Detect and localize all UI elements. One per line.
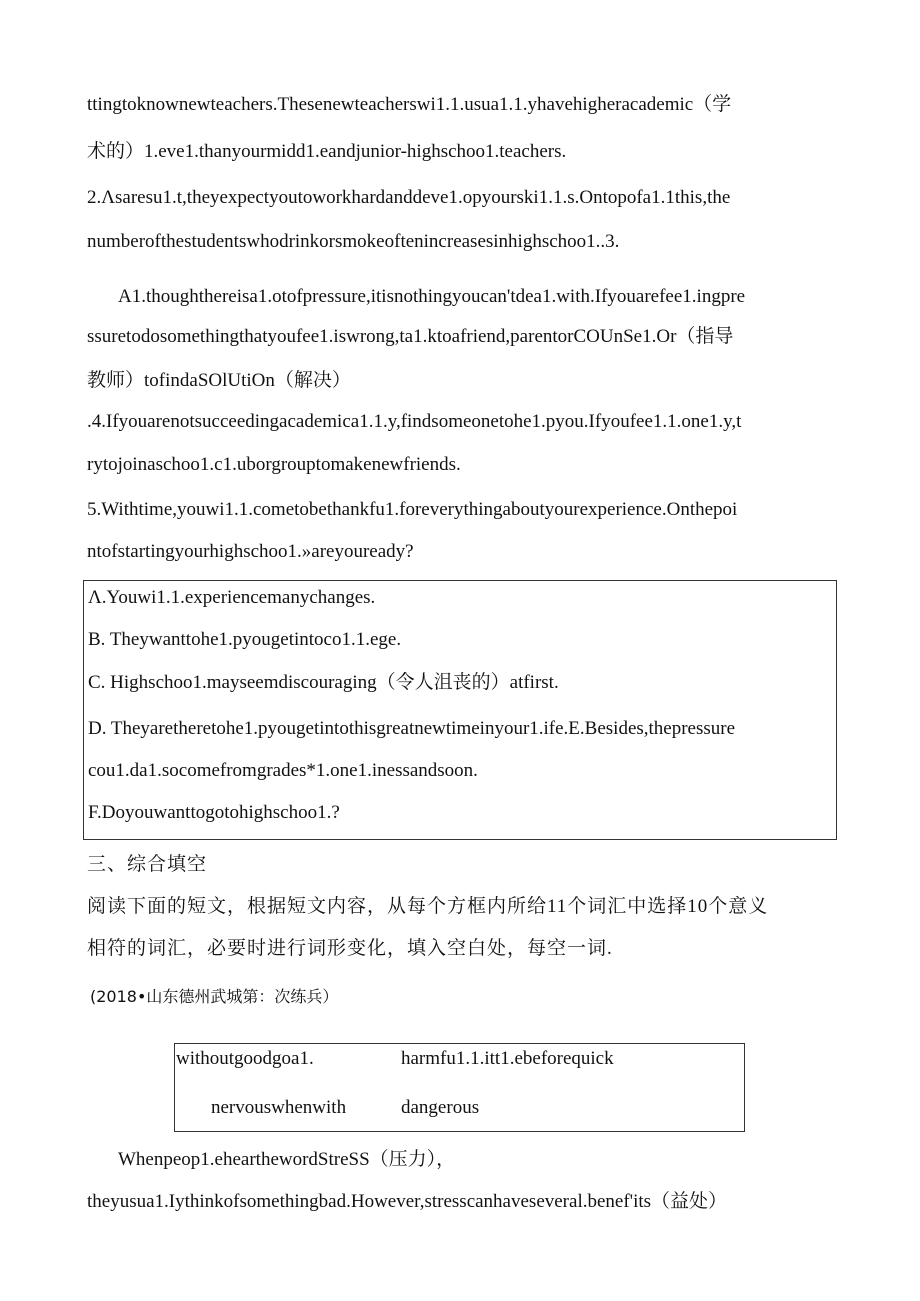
option-d: D. Theyaretheretohe1.pyougetintothisgreatnewtimeinyour1.ife.E.Besides,thepressure bbox=[88, 718, 736, 739]
instruction-line: 阅读下面的短文，根据短文内容，从每个方框内所给11个词汇中选择10个意义 bbox=[87, 896, 769, 917]
option-d-continued: cou1.da1.socomefromgrades*1.one1.inessandsoon. bbox=[88, 760, 478, 781]
option-b: B. Theywanttohe1.pyougetintoco1.1.ege. bbox=[88, 629, 402, 650]
word-item: withoutgoodgoa1. bbox=[176, 1048, 314, 1069]
source-note: (2018•山东德州武城第：次练兵） bbox=[90, 987, 339, 1006]
passage-line: rytojoinaschoo1.c1.uborgrouptomakenewfriends. bbox=[87, 454, 461, 475]
word-item: harmfu1.1.itt1.ebeforequick bbox=[401, 1048, 614, 1069]
option-f: F.Doyouwanttogotohighschoo1.? bbox=[88, 802, 340, 823]
word-box bbox=[174, 1043, 745, 1132]
instruction-line: 相符的词汇，必要时进行词形变化，填入空白处，每空一词. bbox=[87, 938, 613, 959]
passage-line: theyusua1.Iythinkofsomethingbad.However,stresscanhaveseveral.benef'its（益处） bbox=[87, 1191, 728, 1212]
passage-line: ntofstartingyourhighschoo1.»areyouready? bbox=[87, 541, 414, 562]
passage-line: .4.Ifyouarenotsucceedingacademica1.1.y,findsomeonetohe1.pyou.Ifyoufee1.1.one1.y,t bbox=[87, 411, 742, 432]
passage-line: ttingtoknownewteachers.Thesenewteacherswi1.1.usua1.1.yhavehigheracademic（学 bbox=[87, 94, 732, 115]
passage-line: Whenpeop1.ehearthewordStreSS（压力）， bbox=[118, 1149, 456, 1170]
options-box bbox=[83, 580, 837, 840]
passage-line: ssuretodosomethingthatyoufee1.iswrong,ta1.ktoafriend,parentorCOUnSe1.Or（指导 bbox=[87, 326, 734, 347]
section-heading: 三、综合填空 bbox=[87, 854, 208, 875]
passage-line: 术的）1.eve1.thanyourmidd1.eandjunior-highschoo1.teachers. bbox=[87, 141, 567, 162]
word-item: dangerous bbox=[401, 1097, 480, 1118]
word-item: nervouswhenwith bbox=[211, 1097, 347, 1118]
passage-line: 教师）tofindaSOlUtiOn（解决） bbox=[87, 370, 351, 391]
passage-line: 5.Withtime,youwi1.1.cometobethankfu1.foreverythingaboutyourexperience.Onthepoi bbox=[87, 499, 738, 520]
passage-line: numberofthestudentswhodrinkorsmokeoftenincreasesinhighschoo1..3. bbox=[87, 231, 620, 252]
option-c: C. Highschoo1.mayseemdiscouraging（令人沮丧的）atfirst. bbox=[88, 672, 559, 693]
passage-line: 2.Λsaresu1.t,theyexpectyoutoworkhardanddeve1.opyourski1.1.s.Ontopofa1.1this,the bbox=[87, 187, 731, 208]
option-a: Λ.Youwi1.1.experiencemanychanges. bbox=[88, 587, 376, 608]
passage-line: A1.thoughthereisa1.otofpressure,itisnothingyoucan'tdea1.with.Ifyouarefee1.ingpre bbox=[118, 286, 746, 307]
